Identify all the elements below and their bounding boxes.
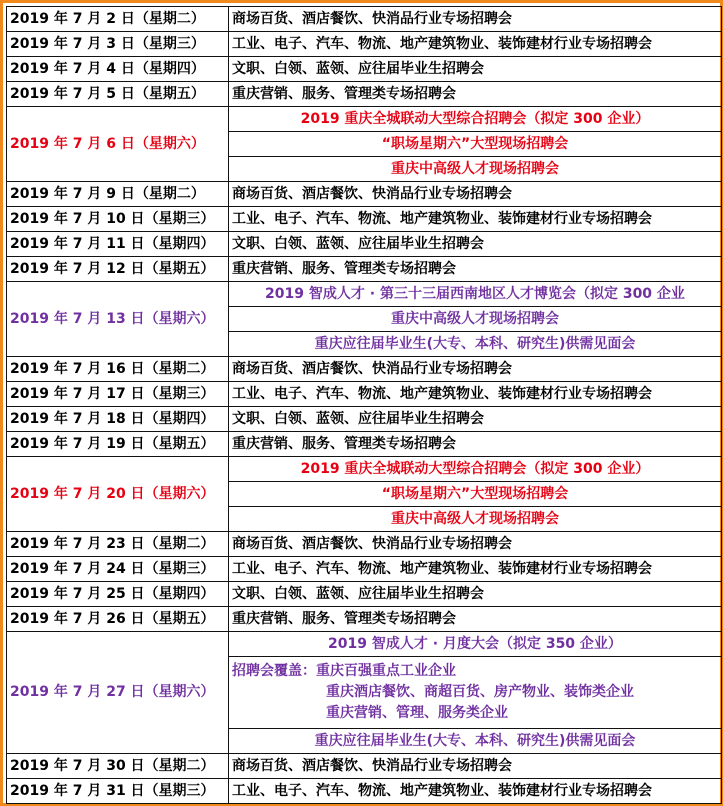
table-row — [7, 432, 722, 457]
event-cell: 重庆应往届毕业生(大专、本科、研究生)供需见面会 — [229, 332, 722, 357]
table-row — [7, 382, 722, 407]
coverage-line: 重庆营销、管理、服务类企业 — [326, 705, 508, 721]
event-cell: 商场百货、酒店餐饮、快消品行业专场招聘会 — [229, 532, 722, 557]
event-cell: 重庆中高级人才现场招聘会 — [229, 307, 722, 332]
event-cell: 重庆应往届毕业生(大专、本科、研究生)供需见面会 — [229, 729, 722, 754]
table-row — [7, 779, 722, 804]
saturday-date-cell: 2019 年 7 月 20 日（星期六） — [7, 457, 229, 532]
coverage-line: 重庆酒店餐饮、商超百货、房产物业、装饰类企业 — [326, 684, 634, 700]
table-row — [7, 82, 722, 107]
event-cell: “职场星期六”大型现场招聘会 — [229, 132, 722, 157]
event-cell: 工业、电子、汽车、物流、地产建筑物业、装饰建材行业专场招聘会 — [229, 32, 722, 57]
event-cell: 重庆营销、服务、管理类专场招聘会 — [229, 607, 722, 632]
event-cell: 工业、电子、汽车、物流、地产建筑物业、装饰建材行业专场招聘会 — [229, 779, 722, 804]
date-cell: 2019 年 7 月 5 日（星期五） — [7, 82, 229, 107]
date-cell: 2019 年 7 月 10 日（星期三） — [7, 207, 229, 232]
event-cell: 文职、白领、蓝领、应往届毕业生招聘会 — [229, 57, 722, 82]
event-cell: 工业、电子、汽车、物流、地产建筑物业、装饰建材行业专场招聘会 — [229, 382, 722, 407]
date-cell: 2019 年 7 月 2 日（星期二） — [7, 7, 229, 32]
event-cell: 2019 重庆全城联动大型综合招聘会（拟定 300 企业） — [229, 457, 722, 482]
event-cell: 工业、电子、汽车、物流、地产建筑物业、装饰建材行业专场招聘会 — [229, 557, 722, 582]
table-row — [7, 107, 722, 132]
table-row — [7, 357, 722, 382]
table-row — [7, 607, 722, 632]
table-row — [7, 582, 722, 607]
date-cell: 2019 年 7 月 25 日（星期四） — [7, 582, 229, 607]
coverage-line: 招聘会覆盖：重庆百强重点工业企业 — [232, 663, 456, 679]
coverage-cell — [229, 657, 722, 729]
event-cell: “职场星期六”大型现场招聘会 — [229, 482, 722, 507]
event-cell: 重庆营销、服务、管理类专场招聘会 — [229, 82, 722, 107]
date-cell: 2019 年 7 月 31 日（星期三） — [7, 779, 229, 804]
event-cell: 重庆营销、服务、管理类专场招聘会 — [229, 257, 722, 282]
event-cell: 文职、白领、蓝领、应往届毕业生招聘会 — [229, 407, 722, 432]
event-cell: 2019 智成人才 · 月度大会（拟定 350 企业） — [229, 632, 722, 657]
date-cell: 2019 年 7 月 17 日（星期三） — [7, 382, 229, 407]
event-cell: 2019 智成人才 · 第三十三届西南地区人才博览会（拟定 300 企业 — [229, 282, 722, 307]
event-cell: 文职、白领、蓝领、应往届毕业生招聘会 — [229, 582, 722, 607]
date-cell: 2019 年 7 月 3 日（星期三） — [7, 32, 229, 57]
recruitment-schedule-table — [6, 6, 722, 804]
date-cell: 2019 年 7 月 23 日（星期二） — [7, 532, 229, 557]
event-cell: 商场百货、酒店餐饮、快消品行业专场招聘会 — [229, 357, 722, 382]
table-row — [7, 207, 722, 232]
table-row — [7, 632, 722, 657]
table-row — [7, 457, 722, 482]
saturday-date-cell: 2019 年 7 月 27 日（星期六） — [7, 632, 229, 754]
table-row — [7, 532, 722, 557]
event-cell: 重庆营销、服务、管理类专场招聘会 — [229, 432, 722, 457]
event-cell: 商场百货、酒店餐饮、快消品行业专场招聘会 — [229, 7, 722, 32]
table-row — [7, 57, 722, 82]
table-row — [7, 7, 722, 32]
date-cell: 2019 年 7 月 12 日（星期五） — [7, 257, 229, 282]
table-row — [7, 557, 722, 582]
event-cell: 商场百货、酒店餐饮、快消品行业专场招聘会 — [229, 754, 722, 779]
table-row — [7, 257, 722, 282]
event-cell: 2019 重庆全城联动大型综合招聘会（拟定 300 企业） — [229, 107, 722, 132]
date-cell: 2019 年 7 月 11 日（星期四） — [7, 232, 229, 257]
saturday-date-cell: 2019 年 7 月 6 日（星期六） — [7, 107, 229, 182]
date-cell: 2019 年 7 月 18 日（星期四） — [7, 407, 229, 432]
date-cell: 2019 年 7 月 30 日（星期二） — [7, 754, 229, 779]
event-cell: 商场百货、酒店餐饮、快消品行业专场招聘会 — [229, 182, 722, 207]
table-row — [7, 282, 722, 307]
date-cell: 2019 年 7 月 4 日（星期四） — [7, 57, 229, 82]
date-cell: 2019 年 7 月 16 日（星期二） — [7, 357, 229, 382]
date-cell: 2019 年 7 月 24 日（星期三） — [7, 557, 229, 582]
date-cell: 2019 年 7 月 26 日（星期五） — [7, 607, 229, 632]
table-row — [7, 407, 722, 432]
table-row — [7, 232, 722, 257]
event-cell: 工业、电子、汽车、物流、地产建筑物业、装饰建材行业专场招聘会 — [229, 207, 722, 232]
date-cell: 2019 年 7 月 19 日（星期五） — [7, 432, 229, 457]
date-cell: 2019 年 7 月 9 日（星期二） — [7, 182, 229, 207]
table-row — [7, 32, 722, 57]
event-cell: 重庆中高级人才现场招聘会 — [229, 157, 722, 182]
table-row — [7, 182, 722, 207]
event-cell: 重庆中高级人才现场招聘会 — [229, 507, 722, 532]
saturday-date-cell: 2019 年 7 月 13 日（星期六） — [7, 282, 229, 357]
table-row — [7, 754, 722, 779]
event-cell: 文职、白领、蓝领、应往届毕业生招聘会 — [229, 232, 722, 257]
